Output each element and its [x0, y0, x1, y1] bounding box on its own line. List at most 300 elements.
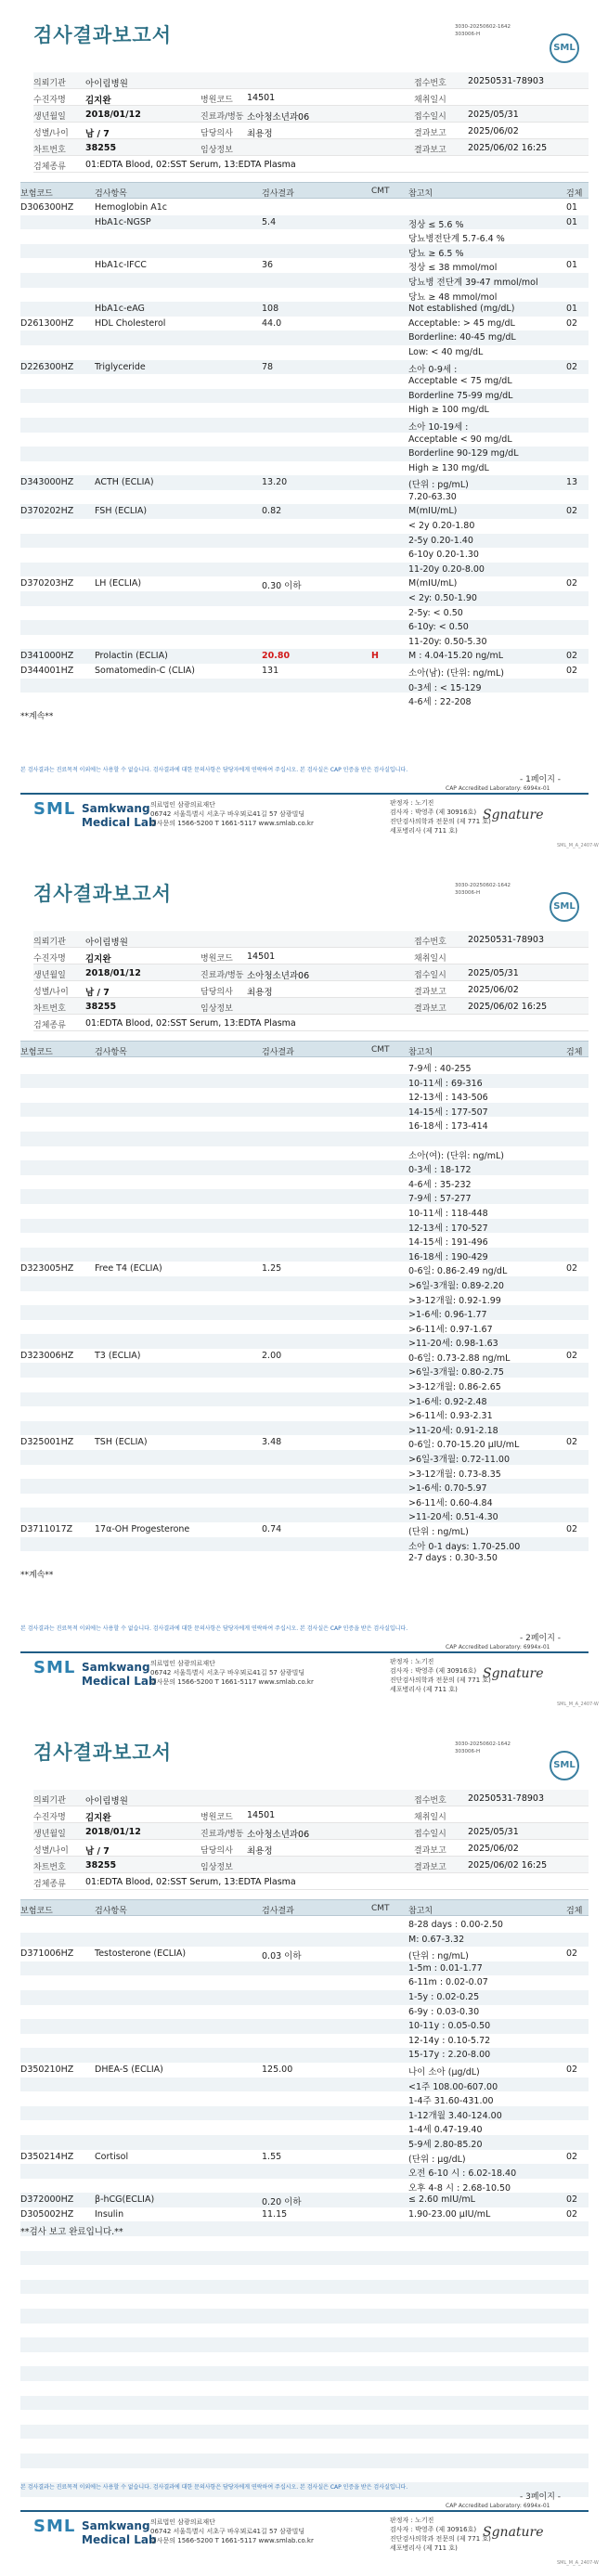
info-label-institution: 의뢰기관	[33, 79, 66, 88]
result-row	[20, 374, 589, 389]
info-row	[33, 1840, 589, 1857]
result-row	[20, 360, 589, 375]
result-row	[20, 664, 589, 679]
specimen-code: 01	[566, 260, 578, 271]
reference-range: >6-11세: 0.97-1.67	[408, 1324, 493, 1335]
info-label-sex_age: 성별/나이	[33, 1846, 69, 1856]
result-row	[20, 2135, 589, 2150]
test-result: 2.00	[262, 1350, 282, 1361]
result-row	[20, 330, 589, 345]
footer-addr3: 검사문의 1566-5200 T 1661-5117 www.smlab.co.kr	[150, 820, 314, 827]
specimen-code: 02	[566, 1948, 578, 1960]
info-value-report_date_p1: 2025/06/02	[468, 126, 519, 136]
info-value-receipt_date: 2025/05/31	[468, 968, 519, 978]
info-label-hospital_code: 병원코드	[201, 96, 233, 105]
footer-addr2: 06742 서울특별시 서초구 바우뫼로41길 57 삼광빌딩	[150, 810, 305, 818]
specimen-code: 02	[566, 1263, 578, 1275]
signature: Sgnature	[483, 1666, 544, 1681]
footer-sign1: 판정자 : 노기진	[390, 799, 434, 807]
result-row	[20, 1363, 589, 1378]
insurance-code: D325001HZ	[20, 1437, 74, 1448]
info-value-receipt_no: 20250531-78903	[468, 935, 545, 945]
info-label-sex_age: 성별/나이	[33, 129, 69, 138]
result-row	[20, 1349, 589, 1364]
footer-notice: 본 검사결과는 진료목적 이외에는 사용할 수 없습니다. 검사결과에 대한 문의사항은 담당자에게 연락하여 주십시오. 본 검사실은 CAP 인증을 받은 검사실입니다.	[20, 2484, 408, 2491]
reference-range: M: 0.67-3.32	[408, 1934, 465, 1945]
info-value-report_date: 2025/06/02 16:25	[468, 143, 548, 153]
info-label-department: 진료과/병동	[201, 1830, 244, 1839]
result-row	[20, 2019, 589, 2034]
reference-range: 당뇨병 전단계 39-47 mmol/mol	[408, 277, 538, 288]
specimen-code: 02	[566, 1350, 578, 1361]
result-row	[20, 2091, 589, 2106]
empty-row	[20, 2294, 589, 2309]
info-row	[33, 1873, 589, 1890]
result-row	[20, 1334, 589, 1349]
header-cmt: CMT	[371, 1045, 390, 1055]
result-row	[20, 649, 589, 664]
reference-range: (단위 : pg/mL)	[408, 480, 469, 491]
reference-range: 7-9세 : 57-277	[408, 1194, 472, 1205]
info-label-hospital_code: 병원코드	[201, 1813, 233, 1822]
result-row	[20, 1522, 589, 1537]
reference-range: 15-17y : 2.20-8.00	[408, 2050, 491, 2061]
specimen-code: 02	[566, 2194, 578, 2206]
header-specimen: 검체	[566, 1907, 583, 1916]
test-name: Free T4 (ECLIA)	[95, 1263, 162, 1275]
footer-sign3: 진단검사의학과 전문의 (제 771 호)	[390, 818, 491, 825]
result-row	[20, 504, 589, 519]
reference-range: 10-11세 : 118-448	[408, 1208, 488, 1219]
insurance-code: D350214HZ	[20, 2151, 74, 2162]
result-row	[20, 2078, 589, 2092]
reference-range: >11-20세: 0.98-1.63	[408, 1339, 498, 1350]
info-label-collect_date: 채취일시	[414, 1813, 446, 1822]
info-label-sex_age: 성별/나이	[33, 988, 69, 997]
result-rows	[20, 1918, 589, 2511]
reference-range: 2-5y: < 0.50	[408, 607, 463, 618]
info-value-hospital_code: 14501	[247, 1810, 276, 1820]
result-row	[20, 1233, 589, 1248]
result-row	[20, 345, 589, 360]
reference-range: 1-12개월 3.40-124.00	[408, 2110, 502, 2121]
info-label-collect_date: 채취일시	[414, 954, 446, 964]
reference-range: >1-6세: 0.96-1.77	[408, 1310, 487, 1321]
header-result: 검사결과	[262, 1907, 294, 1916]
header-ref: 참고치	[408, 1048, 433, 1057]
insurance-code: D261300HZ	[20, 317, 74, 329]
insurance-code: D370202HZ	[20, 506, 74, 517]
reference-range: Not established (mg/dL)	[408, 304, 515, 315]
reference-range: 8-28 days : 0.00-2.50	[408, 1920, 503, 1930]
result-row	[20, 1551, 589, 1566]
reference-range: >6-11세: 0.60-4.84	[408, 1497, 493, 1508]
reference-range: 소아(남): (단위: ng/mL)	[408, 668, 504, 679]
info-row	[33, 1790, 589, 1806]
test-name: HDL Cholesterol	[95, 317, 166, 329]
result-row	[20, 2150, 589, 2165]
result-row	[20, 1088, 589, 1103]
reference-range: 당뇨 ≥ 6.5 %	[408, 248, 464, 259]
insurance-code: D350210HZ	[20, 2064, 74, 2075]
page-number: - 3페이지 -	[520, 2492, 562, 2502]
test-name: Cortisol	[95, 2151, 129, 2162]
reference-range: 소아 0-9세 :	[408, 364, 458, 375]
info-label-birth: 생년월일	[33, 112, 66, 122]
report-title: 검사결과보고서	[33, 24, 173, 46]
info-value-chart: 38255	[85, 1860, 117, 1871]
info-label-doctor: 담당의사	[201, 1846, 233, 1856]
result-row	[20, 1947, 589, 1961]
reference-range: < 2y: 0.50-1.90	[408, 593, 477, 604]
result-row	[20, 475, 589, 490]
reference-range: 정상 ≤ 38 mmol/mol	[408, 263, 498, 274]
reference-range: 나이 소아 (μg/dL)	[408, 2066, 480, 2078]
info-value-specimen: 01:EDTA Blood, 02:SST Serum, 13:EDTA Plasma	[85, 1877, 296, 1887]
reference-range: >6일-3개월: 0.72-11.00	[408, 1455, 511, 1466]
result-row	[20, 1494, 589, 1508]
result-row	[20, 2063, 589, 2078]
reference-range: 5-9세 2.80-85.20	[408, 2139, 483, 2150]
test-name: Triglyceride	[95, 361, 146, 372]
footer-sign3: 진단검사의학과 전문의 (제 771 호)	[390, 2535, 491, 2543]
footer-addr3: 검사문의 1566-5200 T 1661-5117 www.smlab.co.kr	[150, 2537, 314, 2544]
info-label-birth: 생년월일	[33, 1830, 66, 1839]
reference-range: 10-11y : 0.05-0.50	[408, 2021, 491, 2032]
reference-range: (단위 : ng/mL)	[408, 1527, 469, 1537]
reference-range: >6일-3개월: 0.89-2.20	[408, 1280, 504, 1291]
info-row	[33, 931, 589, 948]
info-row	[33, 998, 589, 1015]
info-value-institution: 아이림병원	[85, 938, 128, 948]
test-name: Somatomedin-C (CLIA)	[95, 666, 195, 676]
footer-sign4: 세포병리사 (제 711 호)	[390, 2544, 458, 2552]
empty-row	[20, 2396, 589, 2411]
reference-range: 0-6일: 0.73-2.88 ng/mL	[408, 1353, 511, 1364]
reference-range: High ≥ 130 mg/dL	[408, 462, 489, 473]
test-result: 11.15	[262, 2208, 288, 2220]
test-result: 5.4	[262, 216, 277, 227]
patient-info	[33, 931, 589, 1031]
result-row	[20, 317, 589, 331]
info-label-department: 진료과/병동	[201, 112, 244, 122]
result-row	[20, 229, 589, 244]
footer-logo-text	[82, 1661, 157, 1689]
info-label-clinical: 임상정보	[201, 146, 233, 155]
info-value-birth: 2018/01/12	[85, 1827, 141, 1837]
info-value-receipt_no: 20250531-78903	[468, 76, 545, 86]
header-cmt: CMT	[371, 187, 390, 196]
barcode-line: 3030-20250602-1642	[455, 24, 511, 30]
logo-line-1: Samkwang	[82, 802, 150, 815]
sml-logo: SML	[33, 2517, 76, 2536]
info-value-receipt_date: 2025/05/31	[468, 110, 519, 120]
test-result: 0.74	[262, 1524, 282, 1534]
reference-range: 1-4주 31.60-431.00	[408, 2096, 494, 2107]
result-row	[20, 519, 589, 534]
reference-range: Acceptable < 90 mg/dL	[408, 434, 512, 445]
result-row	[20, 1479, 589, 1494]
test-name: β-hCG(ECLIA)	[95, 2194, 155, 2206]
empty-row	[20, 2251, 589, 2266]
result-row	[20, 2179, 589, 2194]
info-value-hospital_code: 14501	[247, 93, 276, 103]
result-row	[20, 1933, 589, 1948]
continued-marker: **계속**	[20, 1571, 54, 1580]
reference-range: M : 4.04-15.20 ng/mL	[408, 651, 504, 662]
logo-line-1: Samkwang	[82, 2519, 150, 2532]
patient-info	[33, 1790, 589, 1890]
info-value-receipt_date: 2025/05/31	[468, 1827, 519, 1837]
reference-range: 14-15세 : 177-507	[408, 1107, 488, 1118]
footer-divider	[20, 2510, 589, 2512]
reference-range: < 2y 0.20-1.80	[408, 521, 475, 532]
test-name: DHEA-S (ECLIA)	[95, 2064, 163, 2075]
test-name: 17α-OH Progesterone	[95, 1524, 190, 1534]
reference-range: >3-12개월: 0.73-8.35	[408, 1469, 501, 1480]
footer-addr2: 06742 서울특별시 서초구 바우뫼로41길 57 삼광빌딩	[150, 2528, 305, 2535]
report-title: 검사결과보고서	[33, 883, 173, 905]
reference-range: 16-18세 : 173-414	[408, 1121, 488, 1133]
info-value-patient: 김지완	[85, 1813, 111, 1823]
result-row	[20, 389, 589, 404]
reference-range: 6-10y 0.20-1.30	[408, 550, 479, 561]
barcode-line: 3030-20250602-1642	[455, 883, 511, 888]
info-label-report_date: 결과보고	[414, 1846, 446, 1856]
reference-range: 1-4세 0.47-19.40	[408, 2125, 483, 2136]
report-page	[0, 0, 608, 859]
empty-row	[20, 2366, 589, 2381]
reference-range: 14-15세 : 191-496	[408, 1237, 488, 1249]
result-row	[20, 2048, 589, 2063]
logo-line-1: Samkwang	[82, 1661, 150, 1674]
result-row	[20, 591, 589, 606]
reference-range: 1-5m : 0.01-1.77	[408, 1962, 483, 1974]
table-header	[20, 1041, 589, 1057]
cap-accreditation: CAP Accredited Laboratory: 6994x-01	[446, 785, 550, 792]
info-row	[33, 964, 589, 981]
result-row	[20, 418, 589, 433]
reference-range: 0-3세 : < 15-129	[408, 682, 482, 693]
result-row	[20, 534, 589, 549]
info-row	[33, 1857, 589, 1873]
footer-sign1: 판정자 : 노기진	[390, 2517, 434, 2524]
empty-row	[20, 2337, 589, 2352]
result-row	[20, 1189, 589, 1204]
specimen-code: 01	[566, 202, 578, 213]
info-value-birth: 2018/01/12	[85, 110, 141, 120]
reference-range: 2-7 days : 0.30-3.50	[408, 1553, 498, 1564]
info-label-chart: 차트번호	[33, 1863, 66, 1872]
barcode-line: 3030-20250602-1642	[455, 1741, 511, 1747]
info-row	[33, 72, 589, 89]
test-result: 3.48	[262, 1437, 282, 1448]
footer-sign4: 세포병리사 (제 711 호)	[390, 827, 458, 835]
reference-range: 오전 6-10 시 : 6.02-18.40	[408, 2168, 517, 2180]
info-value-report_date: 2025/06/02 16:25	[468, 1860, 548, 1871]
result-rows	[20, 1059, 589, 1566]
header-name: 검사항목	[95, 189, 127, 199]
footer-logo-text	[82, 802, 157, 830]
reference-range: >3-12개월: 0.92-1.99	[408, 1295, 501, 1306]
footer-sign2: 검사자 : 박영주 (제 30916호)	[390, 809, 477, 816]
result-row	[20, 1918, 589, 1933]
specimen-code: 02	[566, 2064, 578, 2075]
result-row	[20, 1450, 589, 1465]
reference-range: 4-6세 : 22-208	[408, 697, 472, 708]
info-value-specimen: 01:EDTA Blood, 02:SST Serum, 13:EDTA Plasma	[85, 160, 296, 170]
insurance-code: D305002HZ	[20, 2208, 74, 2220]
info-value-specimen: 01:EDTA Blood, 02:SST Serum, 13:EDTA Plasma	[85, 1018, 296, 1029]
reference-range: >1-6세: 0.70-5.97	[408, 1483, 487, 1495]
info-row	[33, 948, 589, 964]
info-label-receipt_date: 접수일시	[414, 112, 446, 122]
info-row	[33, 123, 589, 139]
result-row	[20, 1204, 589, 1219]
result-row	[20, 1406, 589, 1421]
info-value-receipt_no: 20250531-78903	[468, 1793, 545, 1804]
reference-range: <1주 108.00-607.00	[408, 2081, 498, 2092]
barcode-line: 303006-H	[455, 32, 481, 37]
info-label-receipt_no: 접수번호	[414, 1796, 446, 1806]
reference-range: 0-6일: 0.86-2.49 ng/dL	[408, 1266, 508, 1277]
empty-row	[20, 2425, 589, 2440]
info-value-sex_age: 남 / 7	[85, 1846, 110, 1857]
insurance-code: D323006HZ	[20, 1350, 74, 1361]
result-row	[20, 1074, 589, 1089]
result-row	[20, 258, 589, 273]
empty-row	[20, 2265, 589, 2280]
specimen-code: 01	[566, 304, 578, 315]
test-name: Testosterone (ECLIA)	[95, 1948, 187, 1960]
reference-range: 6-11m : 0.02-0.07	[408, 1977, 488, 1988]
insurance-code: D3711017Z	[20, 1524, 73, 1534]
test-result: 36	[262, 260, 274, 271]
reference-range: 소아(여): (단위: ng/mL)	[408, 1150, 504, 1161]
result-row	[20, 1219, 589, 1234]
test-result: 20.80	[262, 651, 291, 662]
test-result: 1.55	[262, 2151, 282, 2162]
footer-form-code: SML_M_A_2407-W	[557, 1702, 599, 1707]
result-row	[20, 1175, 589, 1190]
empty-row	[20, 2352, 589, 2367]
result-flag: H	[371, 651, 379, 662]
sml-logo: SML	[33, 1658, 76, 1677]
info-label-chart: 차트번호	[33, 1004, 66, 1014]
footer-address	[150, 2518, 314, 2545]
footer-sign2: 검사자 : 박영주 (제 30916호)	[390, 2526, 477, 2533]
result-row	[20, 447, 589, 461]
test-name: TSH (ECLIA)	[95, 1437, 148, 1448]
reference-range: 오후 4-8 시 : 2.68-10.50	[408, 2182, 511, 2194]
footer-sign4: 세포병리사 (제 711 호)	[390, 1686, 458, 1693]
test-result: 125.00	[262, 2064, 293, 2075]
info-row	[33, 1806, 589, 1823]
footer-addr2: 06742 서울특별시 서초구 바우뫼로41길 57 삼광빌딩	[150, 1669, 305, 1676]
result-row	[20, 548, 589, 563]
info-value-department: 소아청소년과06	[247, 971, 310, 981]
info-value-institution: 아이림병원	[85, 79, 128, 89]
result-row	[20, 1160, 589, 1175]
info-value-chart: 38255	[85, 143, 117, 153]
empty-row	[20, 2381, 589, 2396]
result-row	[20, 1117, 589, 1132]
info-label-specimen: 검체종류	[33, 162, 66, 172]
info-row	[33, 981, 589, 998]
result-row	[20, 1305, 589, 1320]
result-row	[20, 1132, 589, 1146]
reference-range: (단위 : ng/mL)	[408, 1951, 469, 1962]
patient-info	[33, 72, 589, 173]
reference-range: 12-13세 : 143-506	[408, 1093, 488, 1104]
barcode-line: 303006-H	[455, 1749, 481, 1754]
header-ref: 참고치	[408, 1907, 433, 1916]
result-row	[20, 1392, 589, 1407]
test-name: T3 (ECLIA)	[95, 1350, 141, 1361]
info-label-patient: 수진자명	[33, 1813, 66, 1822]
info-label-specimen: 검체종류	[33, 1021, 66, 1030]
info-label-patient: 수진자명	[33, 96, 66, 105]
signature: Sgnature	[483, 808, 544, 822]
result-row	[20, 403, 589, 418]
test-name: LH (ECLIA)	[95, 578, 142, 589]
specimen-code: 02	[566, 2151, 578, 2162]
test-result: 78	[262, 361, 274, 372]
reference-range: Borderline 90-129 mg/dL	[408, 448, 519, 460]
info-label-report_date: 결과보고	[414, 1004, 446, 1014]
reference-range: 0-6일: 0.70-15.20 μIU/mL	[408, 1440, 520, 1451]
info-value-sex_age: 남 / 7	[85, 129, 110, 139]
result-row	[20, 1465, 589, 1480]
sml-logo: SML	[33, 799, 76, 819]
footer-form-code: SML_M_A_2407-W	[557, 843, 599, 848]
result-row	[20, 201, 589, 215]
result-row	[20, 635, 589, 650]
result-row	[20, 1961, 589, 1976]
specimen-code: 13	[566, 477, 578, 488]
result-row	[20, 2164, 589, 2179]
specimen-code: 02	[566, 651, 578, 662]
barcode-text	[455, 23, 511, 38]
result-row	[20, 1320, 589, 1335]
sml-logo-badge: SML	[550, 33, 579, 63]
barcode-line: 303006-H	[455, 890, 481, 896]
reference-range: Acceptable: > 45 mg/dL	[408, 317, 515, 329]
test-name: HbA1c-eAG	[95, 304, 145, 315]
reference-range: 10-11세 : 69-316	[408, 1078, 483, 1089]
result-row	[20, 1378, 589, 1392]
info-value-institution: 아이림병원	[85, 1796, 128, 1806]
footer-sign3: 진단검사의학과 전문의 (제 771 호)	[390, 1676, 491, 1684]
footer-signers	[390, 1657, 491, 1694]
footer-sign2: 검사자 : 박영주 (제 30916호)	[390, 1667, 477, 1675]
result-row	[20, 1421, 589, 1436]
info-label-birth: 생년월일	[33, 971, 66, 980]
empty-row	[20, 2410, 589, 2425]
header-name: 검사항목	[95, 1907, 127, 1916]
info-value-chart: 38255	[85, 1002, 117, 1012]
test-result: 0.20 이하	[262, 2197, 302, 2208]
barcode-text	[455, 882, 511, 897]
result-row	[20, 1276, 589, 1291]
footer-notice: 본 검사결과는 진료목적 이외에는 사용할 수 없습니다. 검사결과에 대한 문의사항은 담당자에게 연락하여 주십시오. 본 검사실은 CAP 인증을 받은 검사실입니다.	[20, 767, 408, 773]
barcode-text	[455, 1741, 511, 1755]
info-label-clinical: 임상정보	[201, 1863, 233, 1872]
footer-form-code: SML_M_A_2407-W	[557, 2560, 599, 2566]
footer-divider	[20, 1651, 589, 1653]
result-row	[20, 1291, 589, 1306]
info-value-patient: 김지완	[85, 954, 111, 964]
